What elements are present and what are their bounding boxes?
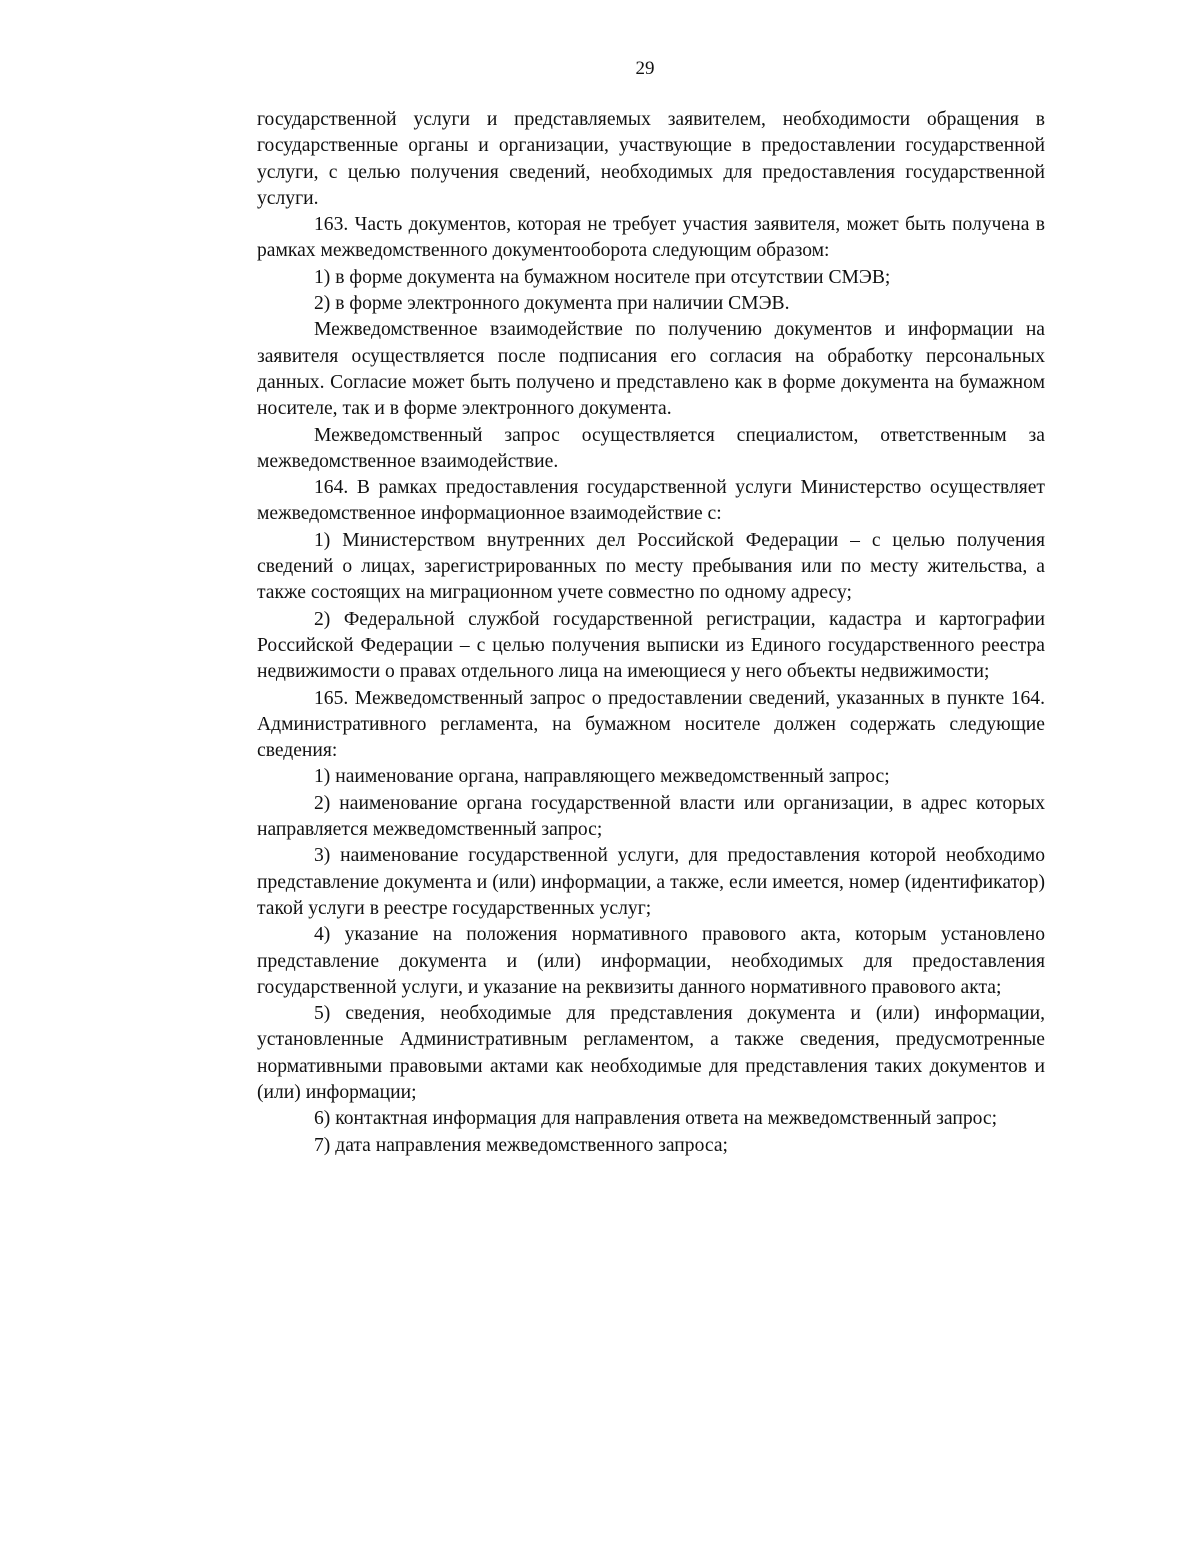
page-number: 29 (635, 58, 655, 79)
list-item: 3) наименование государственной услуги, для предоставления которой необходимо представление документа и (или) информации, а также, если имеется, номер (идентификатор) такой услуги в реестре государственных услуг; (257, 845, 1045, 919)
paragraph: 163. Часть документов, которая не требует участия заявителя, может быть получена в рамках межведомственного документооборота следующим образом: (257, 214, 1045, 262)
list-item: 5) сведения, необходимые для представления документа и (или) информации, установленные Административным регламентом, а также сведения, предусмотренные нормативными правовыми актами как необходимые для представления таких документов и (или) информации; (257, 1003, 1045, 1103)
body-text (257, 107, 1045, 1159)
paragraph: Межведомственное взаимодействие по получению документов и информации на заявителя осуществляется после подписания его согласия на обработку персональных данных. Согласие может быть получено и представлено как в форме документа на бумажном носителе, так и в форме электронного документа. (257, 319, 1045, 420)
list-item: 2) наименование органа государственной власти или организации, в адрес которых направляется межведомственный запрос; (257, 792, 1045, 841)
list-item: 1) наименование органа, направляющего межведомственный запрос; (314, 766, 890, 788)
list-item: 1) Министерством внутренних дел Российской Федерации – с целью получения сведений о лицах, зарегистрированных по месту пребывания или по месту жительства, а также состоящих на миграционном учете совместно по одному адресу; (257, 529, 1045, 604)
list-item: 2) в форме электронного документа при наличии СМЭВ. (314, 293, 790, 315)
paragraph: 165. Межведомственный запрос о предоставлении сведений, указанных в пункте 164. Административного регламента, на бумажном носителе должен содержать следующие сведения: (257, 687, 1045, 762)
paragraph: Межведомственный запрос осуществляется специалистом, ответственным за межведомственное взаимодействие. (257, 424, 1045, 472)
list-item: 4) указание на положения нормативного правового акта, которым установлено представление документа и (или) информации, необходимых для предоставления государственной услуги, и указание на реквизиты данного нормативного правового акта; (257, 924, 1045, 998)
list-item: 6) контактная информация для направления ответа на межведомственный запрос; (314, 1108, 998, 1130)
paragraph: государственной услуги и представляемых заявителем, необходимости обращения в государственные органы и организации, участвующие в предоставлении государственной услуги, с целью получения сведений, необходимых для предоставления государственной услуги. (257, 109, 1045, 209)
list-item: 2) Федеральной службой государственной регистрации, кадастра и картографии Российской Федерации – с целью получения выписки из Единого государственного реестра недвижимости о правах отдельного лица на имеющиеся у него объекты недвижимости; (257, 608, 1045, 683)
paragraph: 164. В рамках предоставления государственной услуги Министерство осуществляет межведомственное информационное взаимодействие с: (257, 477, 1045, 525)
list-item: 7) дата направления межведомственного запроса; (314, 1134, 728, 1156)
list-item: 1) в форме документа на бумажном носителе при отсутствии СМЭВ; (314, 266, 891, 288)
